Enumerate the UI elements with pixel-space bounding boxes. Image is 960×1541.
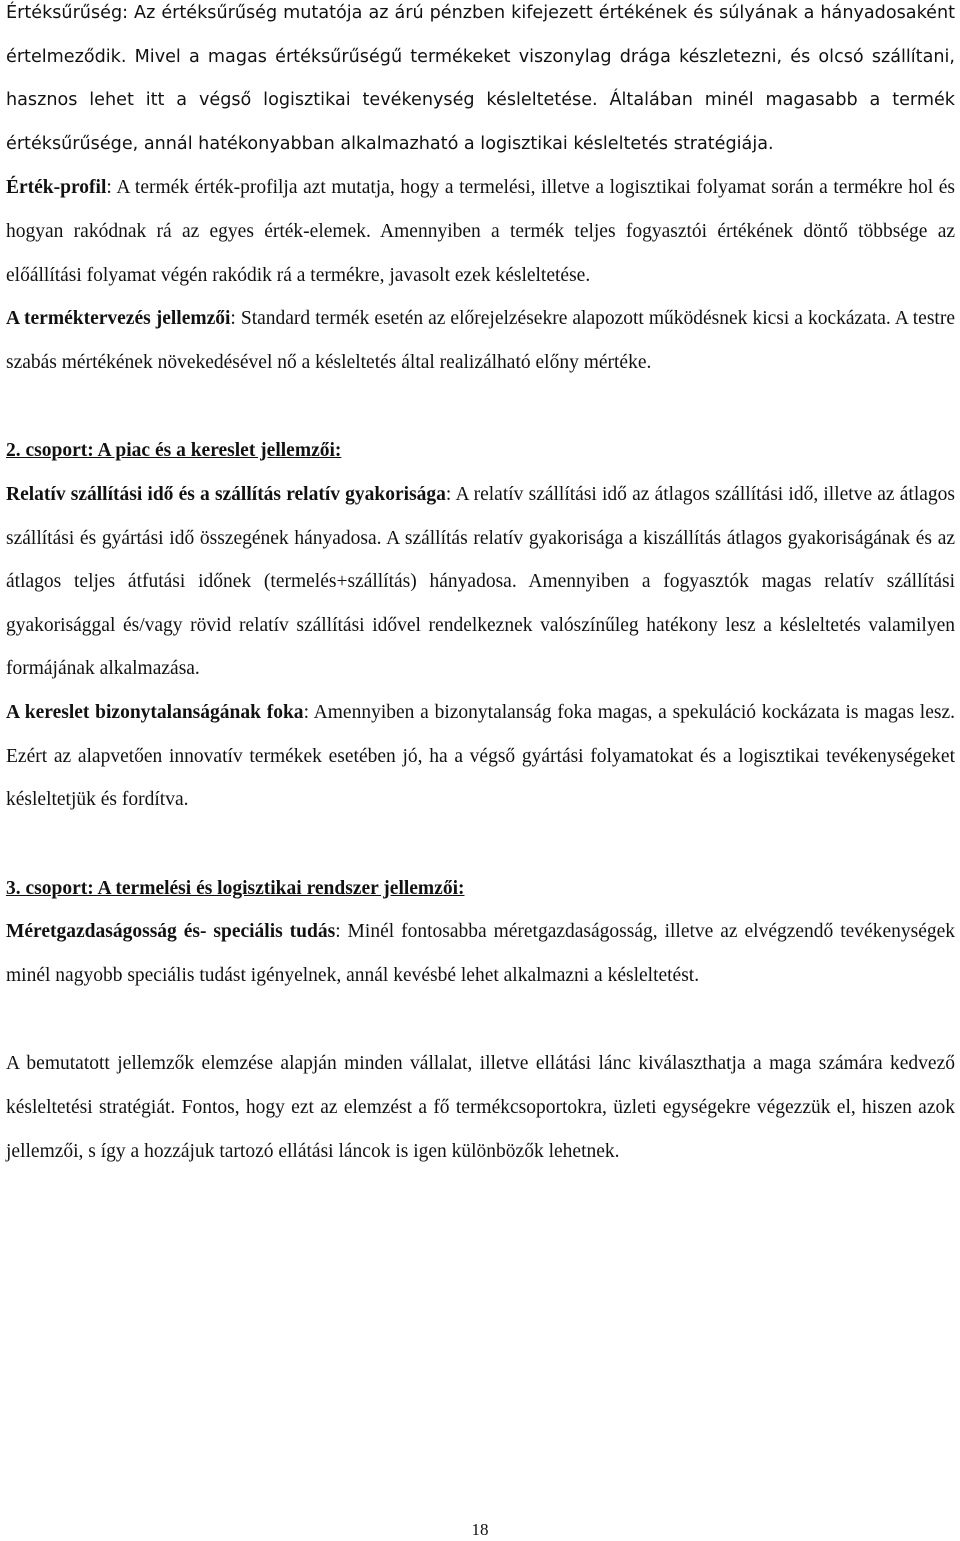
section-heading-group-3: 3. csoport: A termelési és logisztikai rendszer jellemzői: — [6, 877, 465, 899]
text-kereslet-bizonytalansag: : Amennyiben a bizonytalanság foka magas, a spekuláció kockázata is magas lesz. Ezért az alapvetően innovatív termékek esetében jó, ha a végső gyártási folyamatokat és a logisztikai tevékenységeket késleltetjük és fordítva. — [6, 701, 955, 811]
text-meretgazdasagossag: : Minél fontosabba méretgazdaságosság, illetve az elvégzendő tevékenységek minél nagyobb speciális tudást igényelnek, annál kevésbé lehet alkalmazni a késleltetést. — [6, 921, 955, 986]
term-relativ-szallitas: Relatív szállítási idő és a szállítás relatív gyakorisága — [6, 483, 446, 505]
paragraph-conclusion: A bemutatott jellemzők elemzése alapján minden vállalat, illetve ellátási lánc kiválaszthatja a maga számára kedvező késleltetési stratégiát. Fontos, hogy ezt az elemzést a fő termékcsoportokra, üzleti egységekre végezzük el, hiszen azok jellemzői, s így a hozzájuk tartozó ellátási láncok is igen különbözők lehetnek. — [6, 1053, 955, 1162]
page-number: 18 — [471, 1520, 489, 1539]
term-meretgazdasagossag: Méretgazdaságosság és- speciális tudás — [6, 921, 336, 943]
document-page — [6, 0, 955, 1173]
paragraph-relativ-szallitas — [6, 473, 955, 691]
paragraph-meretgazdasagossag — [6, 910, 955, 997]
text-ertek-profil: : A termék érték-profilja azt mutatja, hogy a termelési, illetve a logisztikai folyamat során a termékre hol és hogyan rakódnak rá az egyes érték-elemek. Amennyiben a termék teljes fogyasztói értékének döntő többsége az előállítási folyamat végén rakódik rá a termékre, javasolt ezek késleltetése. — [6, 177, 955, 286]
term-ertek-profil: Érték-profil — [6, 177, 107, 199]
term-kereslet-bizonytalansag: A kereslet bizonytalanságának foka — [6, 701, 304, 723]
section-heading-group-2: 2. csoport: A piac és a kereslet jellemzői: — [6, 440, 342, 462]
text-relativ-szallitas: : A relatív szállítási idő az átlagos szállítási idő, illetve az átlagos szállítási és gyártási idő összegének hányadosa. A szállítás relatív gyakorisága a kiszállítás átlagos gyakoriságának és az átlagos teljes átfutási időnek (termelés+szállítás) hányadosa. Amennyiben a fogyasztók magas relatív szállítási gyakorisággal és/vagy rövid relatív szállítási idővel rendelkeznek valószínűleg hatékony lesz a késleltetés valamilyen formájának alkalmazása. — [6, 483, 955, 680]
paragraph-ertekesuruseg — [6, 0, 955, 166]
paragraph-termektervezes — [6, 297, 955, 384]
text-termektervezes: : Standard termék esetén az előrejelzésekre alapozott működésnek kicsi a kockázata. A testre szabás mértékének növekedésével nő a késleltetés által realizálható előny mértéke. — [6, 308, 955, 373]
term-termektervezes: A terméktervezés jellemzői — [6, 308, 231, 330]
paragraph-ertek-profil — [6, 166, 955, 297]
text-ertekesuruseg: : Az értéksűrűség mutatója az árú pénzben kifejezett értékének és súlyának a hányadosaként értelmeződik. Mivel a magas értéksűrűségű termékeket viszonylag drága készletezni, és olcsó szállítani, hasznos lehet itt a végső logisztikai tevékenység késleltetése. Általában minél magasabb a termék értéksűrűsége, annál hatékonyabban alkalmazható a logisztikai késleltetés stratégiája. — [6, 3, 955, 154]
term-ertekesuruseg: Értéksűrűség — [6, 3, 123, 23]
paragraph-kereslet-bizonytalansag — [6, 691, 955, 822]
